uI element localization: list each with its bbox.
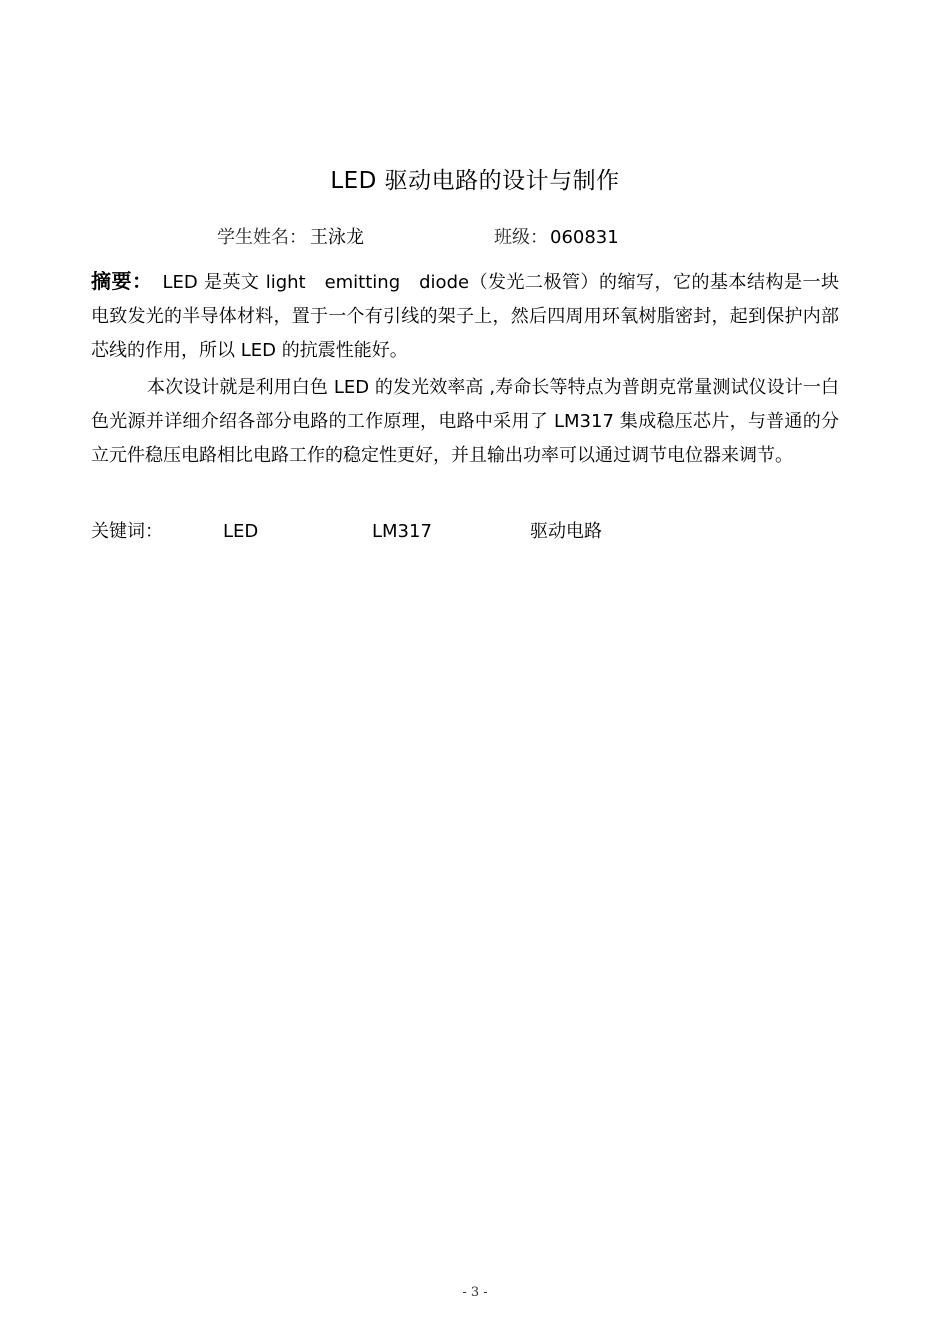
keyword-item: 驱动电路	[530, 521, 602, 542]
class-label: 班级：	[494, 227, 548, 248]
keywords-section	[0, 516, 950, 548]
keyword-item: LM317	[372, 521, 432, 542]
keyword-item: LED	[223, 521, 259, 542]
class-value: 060831	[550, 227, 619, 248]
abstract-text-1: LED 是英文 light emitting diode（发光二极管）的缩写，它的基本结构是一块电致发光的半导体材料，置于一个有引线的架子上，然后四周用环氧树脂密封，起到保护内部芯线的作用，所以 LED 的抗震性能好。	[91, 272, 839, 361]
page-title: LED 驱动电路的设计与制作	[330, 168, 620, 194]
keywords-label: 关键词：	[91, 521, 163, 542]
abstract-paragraph-1	[91, 264, 839, 368]
abstract-paragraph-2: 本次设计就是利用白色 LED 的发光效率高 ,寿命长等特点为普朗克常量测试仪设计一白色光源并详细介绍各部分电路的工作原理，电路中采用了 LM317 集成稳压芯片，与普通的分立元件稳压电路相比电路工作的稳定性更好，并且输出功率可以通过调节电位器来调节。	[91, 377, 839, 466]
page-number: - 3 -	[462, 1285, 488, 1300]
author-info	[0, 224, 950, 252]
student-name-label: 学生姓名：	[217, 227, 307, 248]
student-name: 王泳龙	[310, 227, 364, 248]
abstract-section	[91, 264, 839, 473]
abstract-label: 摘要：	[91, 269, 153, 293]
